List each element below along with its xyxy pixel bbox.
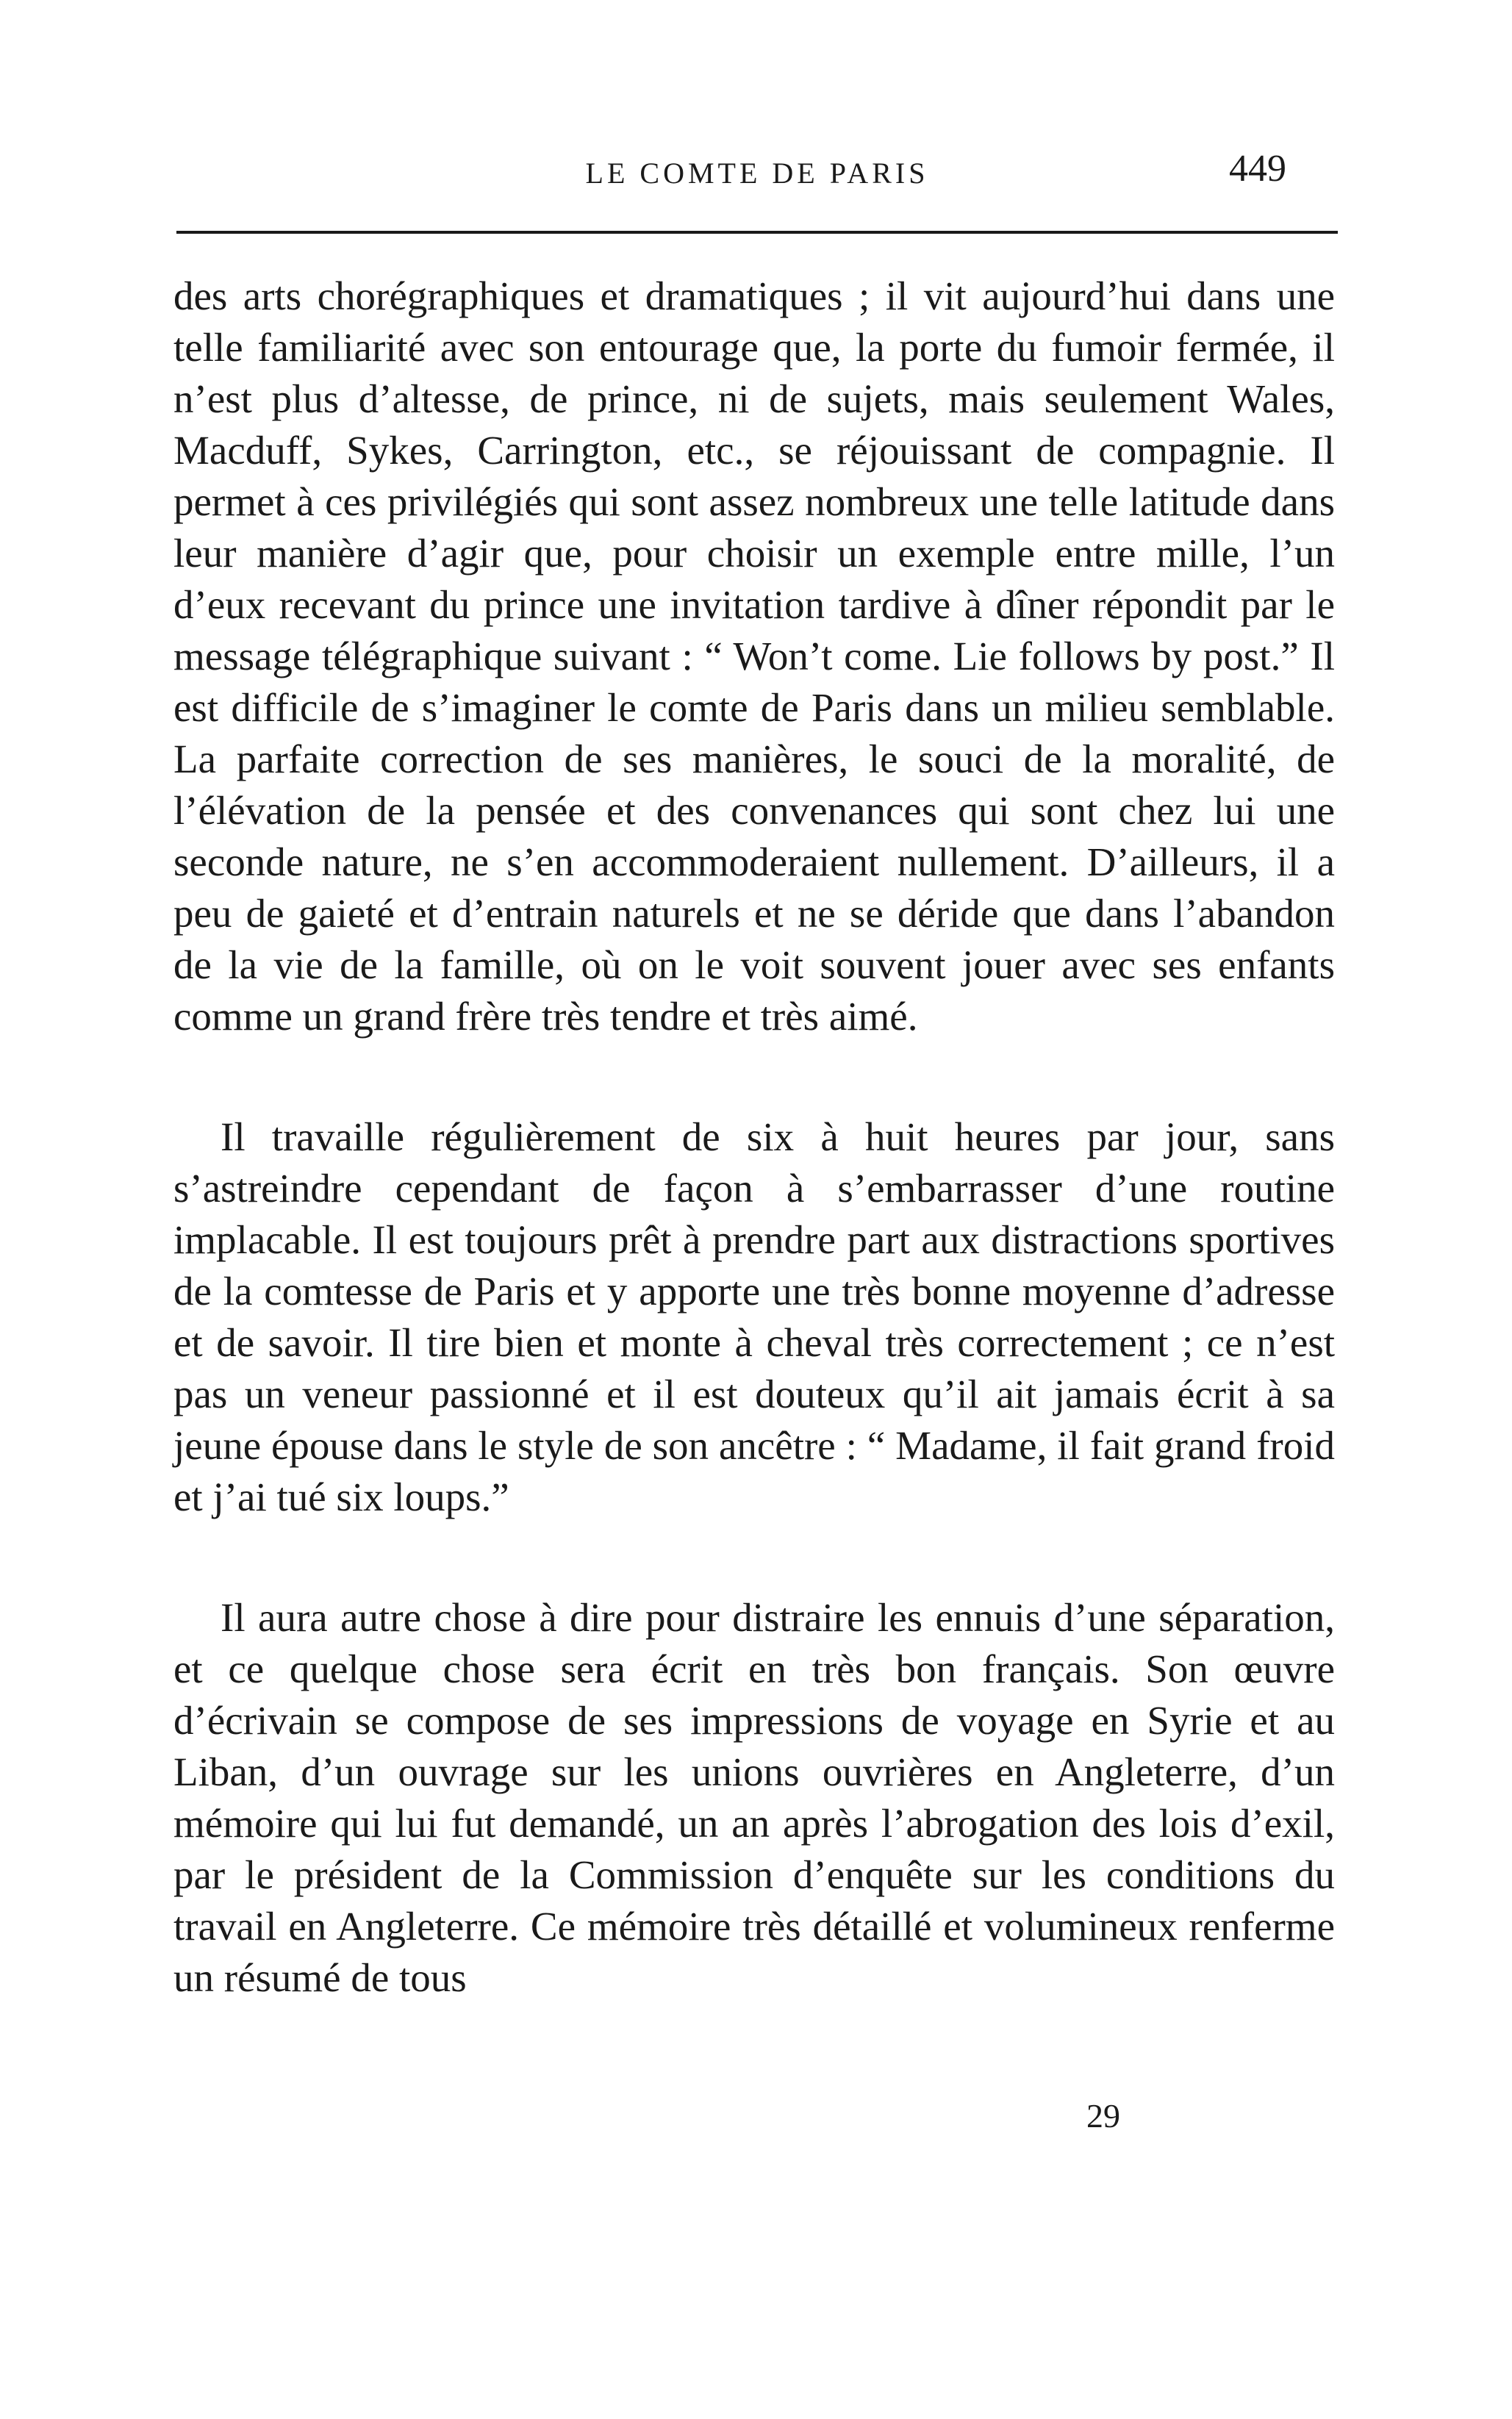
page-header — [176, 144, 1338, 196]
paragraph-continued: des arts chorégraphiques et dramatiques ; il vit aujourd’hui dans une telle familiarité avec son entourage que, la porte du fumoir fermée, il n’est plus d’altesse, de prince, ni de sujets, mais seulement Wales, Macduff, Sykes, Carrington, etc., se réjouissant de compagnie. Il permet à ces privilégiés qui sont assez nombreux une telle latitude dans leur manière d’agir que, pour choisir un exemple entre mille, l’un d’eux recevant du prince une invitation tardive à dîner répondit par le message télégraphique suivant : “ Won’t come. Lie follows by post.” Il est difficile de s’imaginer le comte de Paris dans un milieu semblable. La parfaite correction de ses manières, le souci de la moralité, de l’élévation de la pensée et des convenances qui sont chez lui une seconde nature, ne s’en accommoderaient nullement. D’ailleurs, il a peu de gaieté et d’entrain naturels et ne se déride que dans l’abandon de la vie de la famille, où on le voit souvent jouer avec ses enfants comme un grand frère très tendre et très aimé. — [173, 273, 1335, 1039]
body-text — [173, 270, 1335, 2004]
page-number: 449 — [1229, 148, 1286, 190]
paragraph: Il aura autre chose à dire pour distraire les ennuis d’une séparation, et ce quelque chose sera écrit en très bon français. Son œuvre d’écrivain se compose de ses impressions de voyage en Syrie et au Liban, d’un ouvrage sur les unions ouvrières en Angleterre, d’un mémoire qui lui fut demandé, un an après l’abrogation des lois d’exil, par le président de la Commission d’enquête sur les conditions du travail en Angleterre. Ce mémoire très détaillé et volumineux renferme un résumé de tous — [173, 1595, 1335, 2000]
signature-mark: 29 — [1086, 2097, 1120, 2135]
paragraph: Il travaille régulièrement de six à huit heures par jour, sans s’astreindre cependant de façon à s’embarrasser d’une routine implacable. Il est toujours prêt à prendre part aux distractions sportives de la comtesse de Paris et y apporte une très bonne moyenne d’adresse et de savoir. Il tire bien et monte à cheval très correctement ; ce n’est pas un veneur passionné et il est douteux qu’il ait jamais écrit à sa jeune épouse dans le style de son ancêtre : “ Madame, il fait grand froid et j’ai tué six loups.” — [173, 1114, 1335, 1519]
header-rule — [176, 231, 1338, 234]
running-title: LE COMTE DE PARIS — [585, 157, 929, 190]
